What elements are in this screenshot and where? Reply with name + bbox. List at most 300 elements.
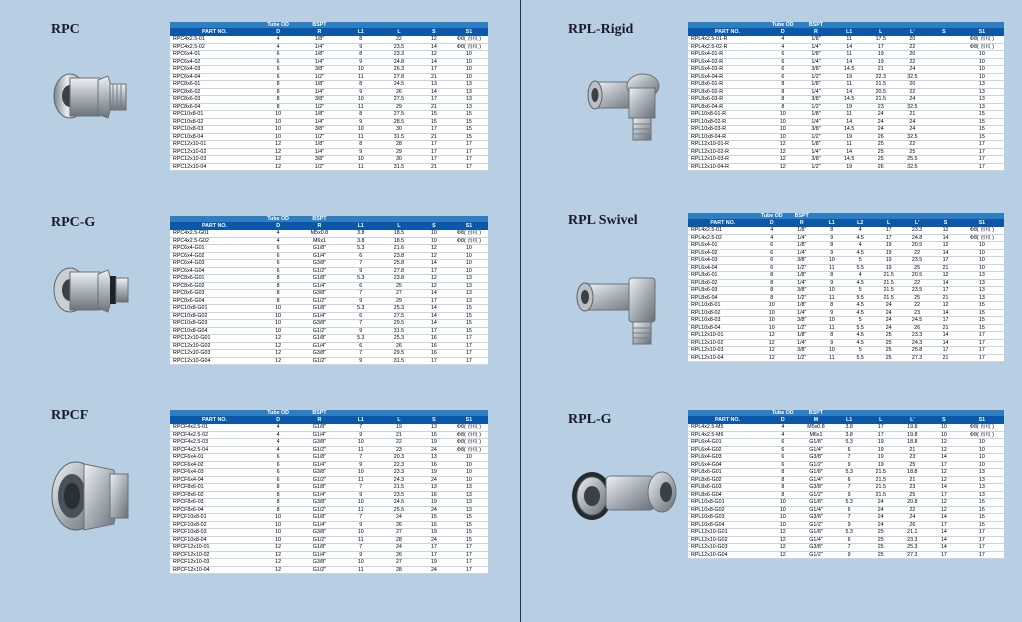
spec-cell: 8 [818,272,846,280]
spec-cell: G1/8" [799,529,834,537]
part-number-cell: RPL8x6-04-R [688,103,767,111]
spec-cell: 19 [418,529,450,537]
table-row [688,96,1004,104]
spec-cell: 1/8" [799,51,834,59]
spec-cell: 9 [342,521,380,529]
column-header: L1 [833,416,865,424]
spec-cell: 19 [833,103,865,111]
spec-cell: 1/8" [786,242,818,250]
spec-cell: 11 [833,111,865,119]
spec-cell: 12 [259,559,297,567]
spec-cell: G3/8" [799,454,834,462]
spec-cell: 15 [450,126,488,134]
spec-cell: 16 [418,342,450,350]
part-number-cell: RPC8x6-03 [170,96,259,104]
spec-cell: 8 [767,81,799,89]
spec-cell [928,81,960,89]
section-title-rplswivel: RPL Swivel [568,213,638,228]
part-number-cell: RPC6x4-03 [170,66,259,74]
spec-cell: 23.5 [903,257,931,265]
spec-cell: 10 [259,514,297,522]
table-row [170,320,488,328]
spec-cell: 31.5 [380,327,418,335]
spec-cell: 21.5 [874,279,902,287]
spec-cell: 6 [342,282,380,290]
spec-cell: 13 [450,290,488,298]
spec-cell: Φ8( 直纹 ) [450,43,488,51]
spec-cell: 3.8 [342,230,380,237]
table-row [170,476,488,484]
spec-cell: 10 [342,499,380,507]
table-row [688,36,1004,43]
part-number-cell: RPC10x8-02 [170,118,259,126]
spec-cell: 17 [450,559,488,567]
spec-cell: G1/2" [297,267,342,275]
spec-cell: G1/4" [799,476,834,484]
part-number-cell: RPL8x6-02 [688,279,758,287]
spec-cell [928,96,960,104]
spec-cell: 1/4" [786,234,818,242]
part-number-cell: RPCF4x2.5-04 [170,446,259,454]
spec-cell: G3/8" [297,260,342,268]
column-header: PART NO. [170,28,259,36]
spec-cell: 1/2" [297,73,342,81]
spec-cell: 4 [259,230,297,237]
part-number-cell: RPCF12x10-03 [170,559,259,567]
section-title-rpcg: RPC-G [51,215,96,230]
table-row [688,111,1004,119]
spec-cell: 25.8 [380,260,418,268]
spec-cell: 17 [865,424,897,431]
spec-cell: G1/2" [297,566,342,574]
spec-cell: 3/8" [786,317,818,325]
spec-cell: 5.3 [833,529,865,537]
spec-cell: Φ8( 直纹 ) [960,424,1004,431]
spec-cell: 13 [450,88,488,96]
spec-cell: 12 [767,141,799,149]
spec-cell: G3/8" [297,290,342,298]
spec-cell: 10 [818,257,846,265]
column-divider [520,0,521,622]
spec-cell: 10 [259,536,297,544]
table-row [170,566,488,574]
spec-cell: G1/4" [297,461,342,469]
spec-cell: 6 [259,461,297,469]
spec-cell: G3/8" [297,439,342,447]
spec-cell: 11 [833,36,865,43]
spec-cell: 9 [342,461,380,469]
spec-cell: 24 [874,309,902,317]
spec-cell: 31.5 [380,163,418,171]
spec-cell: 7 [833,454,865,462]
spec-cell: 14 [833,118,865,126]
spec-cell: 9 [818,279,846,287]
spec-cell: G1/8" [799,439,834,447]
table-row [170,536,488,544]
spec-cell: 4 [259,446,297,454]
spec-cell: 21.6 [380,245,418,253]
column-header: L' [897,28,929,36]
spec-cell: 1/2" [786,324,818,332]
table-row [170,350,488,358]
spec-cell: 24 [874,317,902,325]
spec-cell: 22.3 [865,73,897,81]
spec-cell: 6 [767,446,799,454]
part-number-cell: RPC10x8-03 [170,126,259,134]
part-number-cell: RPC4x2.5-G02 [170,237,259,245]
spec-cell: 1/8" [799,81,834,89]
spec-cell: 10 [767,499,799,507]
spec-cell: 25.3 [380,305,418,313]
spec-cell: 17 [874,234,902,242]
part-number-cell: RPCF4x2.5-01 [170,424,259,431]
spec-cell: 23 [903,309,931,317]
table-row [170,126,488,134]
spec-cell: 9 [818,234,846,242]
spec-cell: 14.5 [833,96,865,104]
spec-cell: 12 [259,156,297,164]
spec-cell: 14 [931,234,959,242]
spec-cell: 6 [767,439,799,447]
spec-cell: 13 [960,484,1004,492]
table-row [688,544,1004,552]
spec-cell: G3/8" [297,559,342,567]
table-row [170,454,488,462]
table-row [688,249,1004,257]
table-row [688,431,1004,439]
spec-cell: 14 [928,454,960,462]
spec-cell: 5 [846,347,874,355]
table-row [688,439,1004,447]
column-header: R [786,219,818,227]
spec-cell: 10 [450,461,488,469]
table-row [170,521,488,529]
column-header: PART NO. [170,222,259,230]
spec-cell: 5.5 [846,294,874,302]
part-number-cell: RPL10x8-04 [688,324,758,332]
part-number-cell: RPC12x10-04 [170,163,259,171]
spec-cell: 24 [865,514,897,522]
column-header: L' [903,219,931,227]
spec-cell: 22 [897,506,929,514]
spec-cell: 17 [960,163,1004,171]
spec-cell: 7 [342,484,380,492]
spec-cell: 3/8" [786,287,818,295]
spec-cell: 8 [259,88,297,96]
table-row [688,476,1004,484]
spec-cell: G1/4" [297,252,342,260]
spec-cell: 18.8 [897,439,929,447]
spec-cell: 6 [758,242,786,250]
spec-cell: 17 [960,141,1004,149]
spec-cell: Φ8( 直纹 ) [450,439,488,447]
column-header: D [767,416,799,424]
spec-cell: 9 [818,309,846,317]
spec-cell: 4 [259,439,297,447]
spec-cell: 17 [418,126,450,134]
spec-cell: 6 [259,260,297,268]
spec-cell: 22 [903,279,931,287]
table-row [170,484,488,492]
spec-cell: 24 [865,499,897,507]
spec-cell: 17 [418,357,450,365]
spec-cell: 17 [450,342,488,350]
part-number-cell: RPC10x8-01 [170,111,259,119]
spec-cell: 1/4" [799,43,834,51]
table-row [170,499,488,507]
spec-cell: 3/8" [786,347,818,355]
rpcg-fitting-photo [48,250,132,330]
spec-cell: 13 [450,96,488,104]
part-number-cell: RPL4x2.5-M6 [688,431,767,439]
spec-cell: 14 [928,484,960,492]
spec-cell: G3/8" [297,499,342,507]
spec-cell: 8 [259,506,297,514]
spec-cell: M6x1 [799,431,834,439]
spec-cell: G1/4" [799,506,834,514]
spec-cell: 1/4" [297,88,342,96]
table-row [170,305,488,313]
spec-cell: 25 [874,332,902,340]
table-row [170,439,488,447]
spec-cell: 4 [259,424,297,431]
spec-cell: 4.5 [846,309,874,317]
table-row [688,461,1004,469]
spec-cell: 25 [874,339,902,347]
spec-cell: 13 [450,81,488,89]
spec-cell: 17 [418,267,450,275]
tube-od-group-label: Tube OD [767,22,799,28]
spec-cell: 1/8" [297,36,342,43]
spec-cell: 26 [897,521,929,529]
spec-cell: 13 [960,103,1004,111]
spec-cell: 10 [960,454,1004,462]
part-number-cell: RPC4x2.5-01 [170,36,259,43]
spec-cell: 20 [897,36,929,43]
spec-cell: 16 [418,335,450,343]
rpcf-fitting-photo [44,440,136,550]
spec-cell: 24 [418,536,450,544]
spec-cell: 13 [960,294,1004,302]
column-header: S1 [960,28,1004,36]
spec-cell: 13 [450,491,488,499]
spec-cell: 21 [418,103,450,111]
spec-cell: 24 [380,544,418,552]
part-number-cell: RPC12x10-03 [170,156,259,164]
spec-cell: Φ8( 直纹 ) [960,36,1004,43]
bspt-group-label: BSPT [297,410,342,416]
spec-cell: 10 [450,73,488,81]
table-row [170,245,488,253]
spec-cell: 9 [342,297,380,305]
table-row [688,279,1004,287]
spec-cell: 17 [928,461,960,469]
spec-cell: 1/4" [799,88,834,96]
part-number-cell: RPL6x4-G03 [688,454,767,462]
spec-cell: 15 [450,305,488,313]
spec-cell: 15 [450,536,488,544]
spec-cell: 10 [767,126,799,134]
spec-cell: G3/8" [297,529,342,537]
spec-cell: 25 [865,148,897,156]
spec-cell: 8 [818,242,846,250]
spec-cell: 23.8 [380,252,418,260]
spec-cell: 1/8" [297,81,342,89]
table-row [170,156,488,164]
spec-cell: G1/2" [297,536,342,544]
column-header: L2 [846,219,874,227]
spec-cell [928,126,960,134]
spec-cell: 21.5 [865,81,897,89]
part-number-cell: RPL6x4-02-R [688,58,767,66]
part-number-cell: RPL6x4-G02 [688,446,767,454]
spec-cell: 24 [418,566,450,574]
spec-cell: Φ8( 直纹 ) [450,36,488,43]
spec-cell: 12 [758,339,786,347]
spec-cell: 13 [450,506,488,514]
spec-cell: 4 [259,237,297,245]
spec-cell: 15 [418,118,450,126]
spec-cell: 13 [960,469,1004,477]
part-number-cell: RPL8x6-G04 [688,491,767,499]
spec-cell: 13 [960,81,1004,89]
spec-cell: 6 [259,73,297,81]
spec-cell: 12 [767,163,799,171]
spec-cell: 28 [380,536,418,544]
spec-cell: 17 [418,96,450,104]
table-row [688,317,1004,325]
part-number-cell: RPC10x8-G02 [170,312,259,320]
spec-cell [928,118,960,126]
table-row [688,529,1004,537]
spec-cell: Φ8( 直纹 ) [450,230,488,237]
part-number-cell: RPCF4x2.5-03 [170,439,259,447]
spec-cell: Φ8( 直纹 ) [960,227,1004,234]
part-number-cell: RPC8x6-04 [170,103,259,111]
spec-cell: 10 [758,309,786,317]
part-number-cell: RPCF10x8-01 [170,514,259,522]
part-number-cell: RPL10x8-03-R [688,126,767,134]
spec-cell: 15 [960,317,1004,325]
spec-cell: 7 [342,424,380,431]
spec-cell: 13 [450,275,488,283]
spec-cell: 24 [865,506,897,514]
spec-cell: 15 [450,514,488,522]
spec-cell: 12 [931,272,959,280]
spec-cell: 12 [259,148,297,156]
table-row [170,237,488,245]
rplswivel-spec-table [688,213,1004,362]
spec-cell: 16 [418,521,450,529]
part-number-cell: RPL10x8-02 [688,309,758,317]
column-header: S1 [450,222,488,230]
spec-cell: 10 [259,529,297,537]
column-header: L1 [818,219,846,227]
spec-cell: Φ8( 直纹 ) [960,43,1004,51]
spec-cell [928,141,960,149]
part-number-cell: RPC12x10-02 [170,148,259,156]
spec-cell: 13 [418,454,450,462]
spec-cell: 15 [418,111,450,119]
part-number-cell: RPL6x4-02 [688,249,758,257]
spec-cell: 12 [758,354,786,362]
spec-cell: 3/8" [297,156,342,164]
spec-cell: 17 [450,544,488,552]
spec-cell: 1/2" [297,103,342,111]
spec-cell: 8 [758,279,786,287]
spec-cell: 4.5 [846,332,874,340]
spec-cell: G1/4" [297,551,342,559]
spec-cell: 1/2" [799,163,834,171]
spec-cell: 15 [960,126,1004,134]
table-row [688,302,1004,310]
spec-cell: 10 [450,252,488,260]
spec-cell: 10 [960,51,1004,59]
spec-cell: 15 [960,118,1004,126]
spec-cell: 17 [418,148,450,156]
spec-cell: 10 [960,73,1004,81]
spec-cell: 1/8" [799,141,834,149]
spec-cell: G1/8" [799,499,834,507]
tube-od-group-label: Tube OD [259,216,297,222]
spec-cell: 6 [259,58,297,66]
spec-cell: 14 [833,88,865,96]
spec-cell: 27.5 [380,312,418,320]
spec-cell: G1/2" [799,521,834,529]
column-header: L [874,219,902,227]
spec-cell: 21 [418,133,450,141]
spec-cell: 17 [960,156,1004,164]
spec-cell: 10 [259,126,297,134]
spec-cell: 3/8" [786,257,818,265]
spec-cell: 9 [818,339,846,347]
spec-cell: 8 [259,484,297,492]
spec-cell: 17 [931,317,959,325]
spec-cell: 4 [758,234,786,242]
spec-cell: 1/2" [297,163,342,171]
spec-cell: 5.3 [342,335,380,343]
spec-cell: G1/4" [297,282,342,290]
spec-cell: Φ8( 直纹 ) [450,424,488,431]
table-row [170,335,488,343]
part-number-cell: RPC6x4-02 [170,58,259,66]
spec-cell: 15 [960,309,1004,317]
part-number-cell: RPC6x4-G01 [170,245,259,253]
spec-cell: 31.5 [380,357,418,365]
column-header: PART NO. [688,28,767,36]
spec-cell: 5.3 [833,469,865,477]
spec-cell: 10 [450,476,488,484]
part-number-cell: RPC6x4-G04 [170,267,259,275]
spec-cell: 1/2" [799,133,834,141]
spec-cell: G1/2" [297,327,342,335]
table-row [688,514,1004,522]
spec-cell: 4.5 [846,279,874,287]
spec-cell: 14 [931,309,959,317]
spec-cell: 25 [865,141,897,149]
spec-cell: 17 [931,287,959,295]
part-number-cell: RPL4x2.5-M5 [688,424,767,431]
column-header: PART NO. [688,219,758,227]
spec-cell: 13 [960,476,1004,484]
spec-cell: 28.5 [380,118,418,126]
spec-cell: Φ8( 直纹 ) [960,234,1004,242]
spec-cell: 11 [342,506,380,514]
spec-cell: 12 [931,302,959,310]
column-header: D [758,219,786,227]
spec-cell: G1/4" [297,342,342,350]
table-row [688,163,1004,171]
